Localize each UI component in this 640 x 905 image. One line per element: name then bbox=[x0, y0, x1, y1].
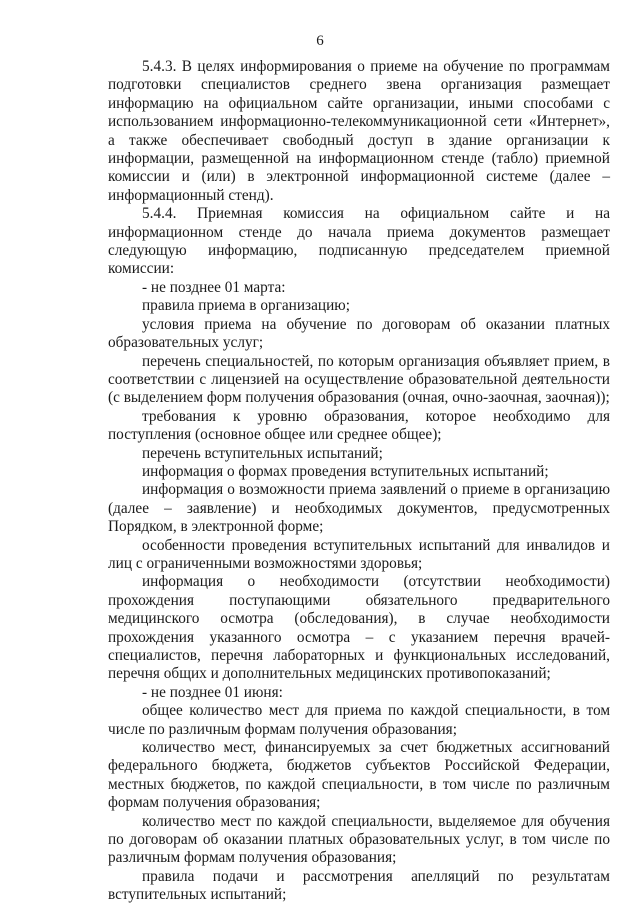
list-item: перечень вступительных испытаний; bbox=[142, 444, 383, 462]
list-item: информация о формах проведения вступительных испытаний; bbox=[142, 462, 549, 480]
list-item: условия приема на обучение по договорам об оказании платных образовательных услуг; bbox=[108, 315, 610, 352]
document-body bbox=[108, 58, 610, 905]
list-item: количество мест, финансируемых за счет бюджетных ассигнований федерального бюджета, бюджетов субъектов Российской Федерации, местных бюджетов, по каждой специальности, в том числе по различным формам получения образования; bbox=[108, 739, 610, 812]
list-item: информация о возможности приема заявлений о приеме в организацию (далее – заявление) и необходимых документов, предусмотренных Порядком, в электронной форме; bbox=[108, 481, 610, 536]
paragraph-5-4-4: 5.4.4. Приемная комиссия на официальном сайте и на информационном стенде до начала приема документов размещает следующую информацию, подписанную председателем приемной комиссии: bbox=[108, 205, 610, 278]
list-item: общее количество мест для приема по каждой специальности, в том числе по различным формам получения образования; bbox=[108, 702, 610, 738]
page-number: 6 bbox=[316, 33, 324, 49]
list-item: перечень специальностей, по которым организация объявляет прием, в соответствии с лицензией на осуществление образовательной деятельности (с выделением форм получения образования (очная, очно-заочная, заочная)); bbox=[108, 352, 610, 407]
deadline-march-heading: - не позднее 01 марта: bbox=[142, 278, 286, 296]
list-item: требования к уровню образования, которое необходимо для поступления (основное общее или среднее общее); bbox=[108, 407, 610, 444]
list-item: количество мест по каждой специальности, выделяемое для обучения по договорам об оказании платных образовательных услуг, в том числе по различным формам получения образования; bbox=[108, 812, 610, 867]
paragraph-5-4-3: 5.4.3. В целях информирования о приеме на обучение по программам подготовки специалистов среднего звена организация размещает информацию на официальном сайте организации, иными способами с использованием информационно-телекоммуникационной сети «Интернет», а также обеспечивает свободный доступ в здание организации к информации, размещенной на информационном стенде (табло) приемной комиссии и (или) в электронной информационной системе (далее – информационный стенд). bbox=[108, 58, 610, 204]
list-item: информация о необходимости (отсутствии необходимости) прохождения поступающими обязательного предварительного медицинского осмотра (обследования), в случае необходимости прохождения указанного осмотра – с указанием перечня врачей-специалистов, перечня лабораторных и функциональных исследований, перечня общих и дополнительных медицинских противопоказаний; bbox=[108, 573, 610, 683]
list-item: правила подачи и рассмотрения апелляций по результатам вступительных испытаний; bbox=[108, 867, 610, 904]
list-item: особенности проведения вступительных испытаний для инвалидов и лиц с ограниченными возможностями здоровья; bbox=[108, 536, 610, 572]
deadline-june-heading: - не позднее 01 июня: bbox=[142, 683, 283, 701]
list-item: правила приема в организацию; bbox=[142, 297, 350, 315]
